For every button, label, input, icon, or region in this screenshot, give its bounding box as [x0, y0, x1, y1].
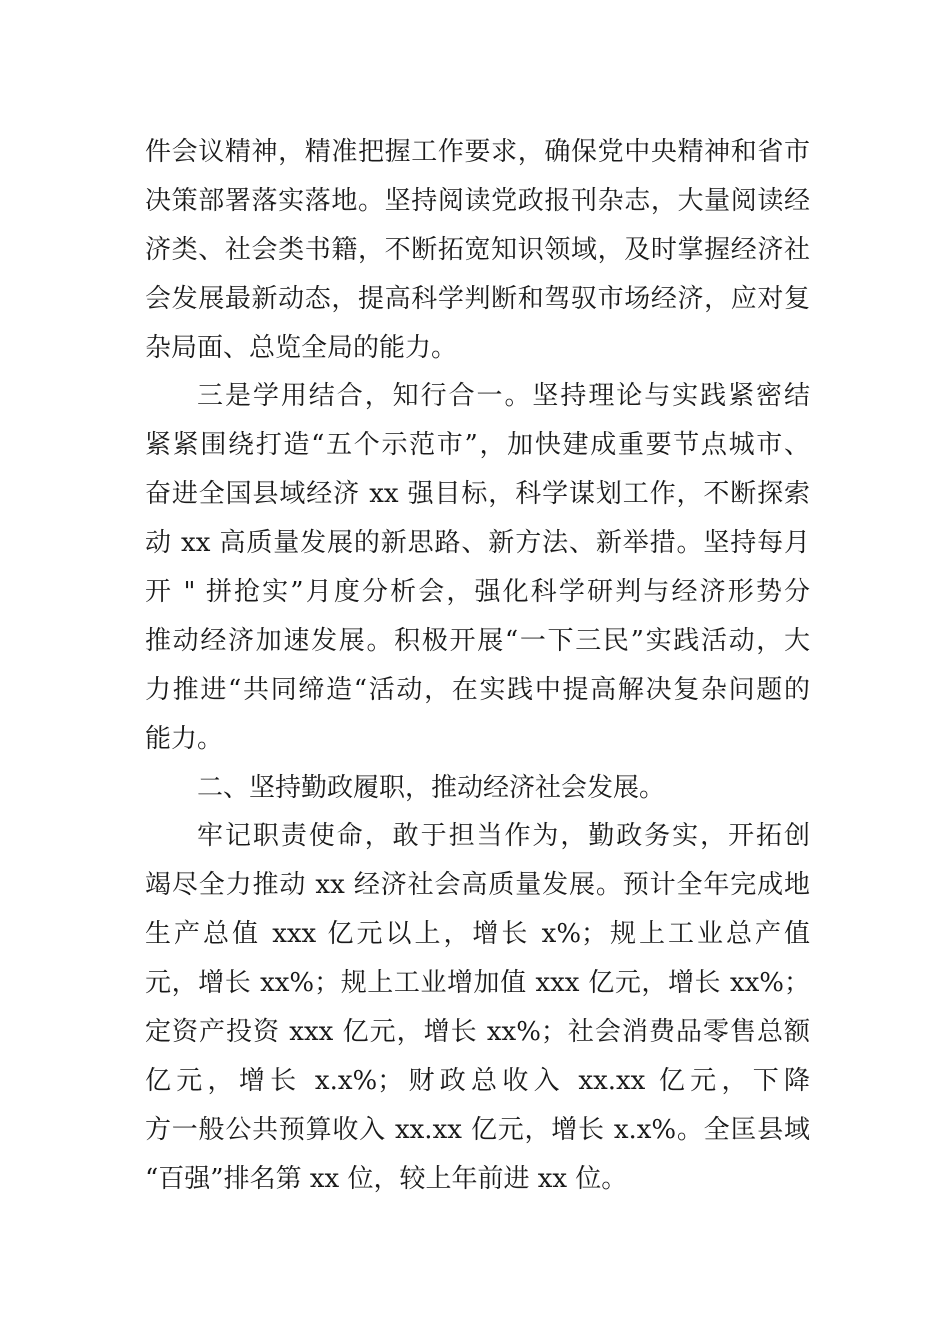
text-line: 生产总值 xxx 亿元以上，增长 x%；规上工业总产值: [145, 919, 810, 950]
text-line: 方一般公共预算收入 xx.xx 亿元，增长 x.x%。全匡县域: [145, 1114, 810, 1145]
text-line: 亿元，增长 x.x%；财政总收入 xx.xx 亿元，下降: [145, 1065, 810, 1096]
text-line: 紧紧围绕打造“五个示范市”，加快建成重要节点城市、: [145, 430, 810, 461]
text-line: 三是学用结合，知行合一。坚持理论与实践紧密结: [197, 381, 810, 412]
body-text: [145, 128, 810, 1204]
text-line: “百强”排名第 xx 位，较上年前进 xx 位。: [145, 1163, 628, 1194]
text-line: 开 " 拼抢实”月度分析会，强化科学研判与经济形势分: [145, 577, 810, 608]
text-line: 动 xx 高质量发展的新思路、新方法、新举措。坚持每月: [145, 528, 810, 559]
text-line: 牢记职责使命，敢于担当作为，勤政务实，开拓创: [197, 821, 810, 852]
text-line: 力推进“共同缔造“活动，在实践中提高解决复杂问题的: [145, 674, 810, 705]
text-line: 能力。: [145, 723, 224, 754]
text-line: 济类、社会类书籍，不断拓宽知识领域，及时掌握经济社: [145, 234, 810, 265]
text-line: 杂局面、总览全局的能力。: [145, 332, 458, 363]
text-line: 奋进全国县域经济 xx 强目标，科学谋划工作，不断探索: [145, 479, 810, 510]
text-line: 二、坚持勤政履职，推动经济社会发展。: [197, 772, 666, 803]
text-line: 元，增长 xx%；规上工业增加值 xxx 亿元，增长 xx%；: [145, 968, 810, 999]
text-line: 竭尽全力推动 xx 经济社会高质量发展。预计全年完成地: [145, 870, 810, 901]
text-line: 定资产投资 xxx 亿元，增长 xx%；社会消费品零售总额: [145, 1017, 810, 1048]
text-line: 会发展最新动态，提高科学判断和驾驭市场经济，应对复: [145, 283, 810, 314]
text-line: 推动经济加速发展。积极开展“一下三民”实践活动，大: [145, 625, 810, 656]
text-line: 件会议精神，精准把握工作要求，确保党中央精神和省市: [145, 137, 810, 167]
text-line: 决策部署落实落地。坚持阅读党政报刊杂志，大量阅读经: [145, 185, 810, 216]
